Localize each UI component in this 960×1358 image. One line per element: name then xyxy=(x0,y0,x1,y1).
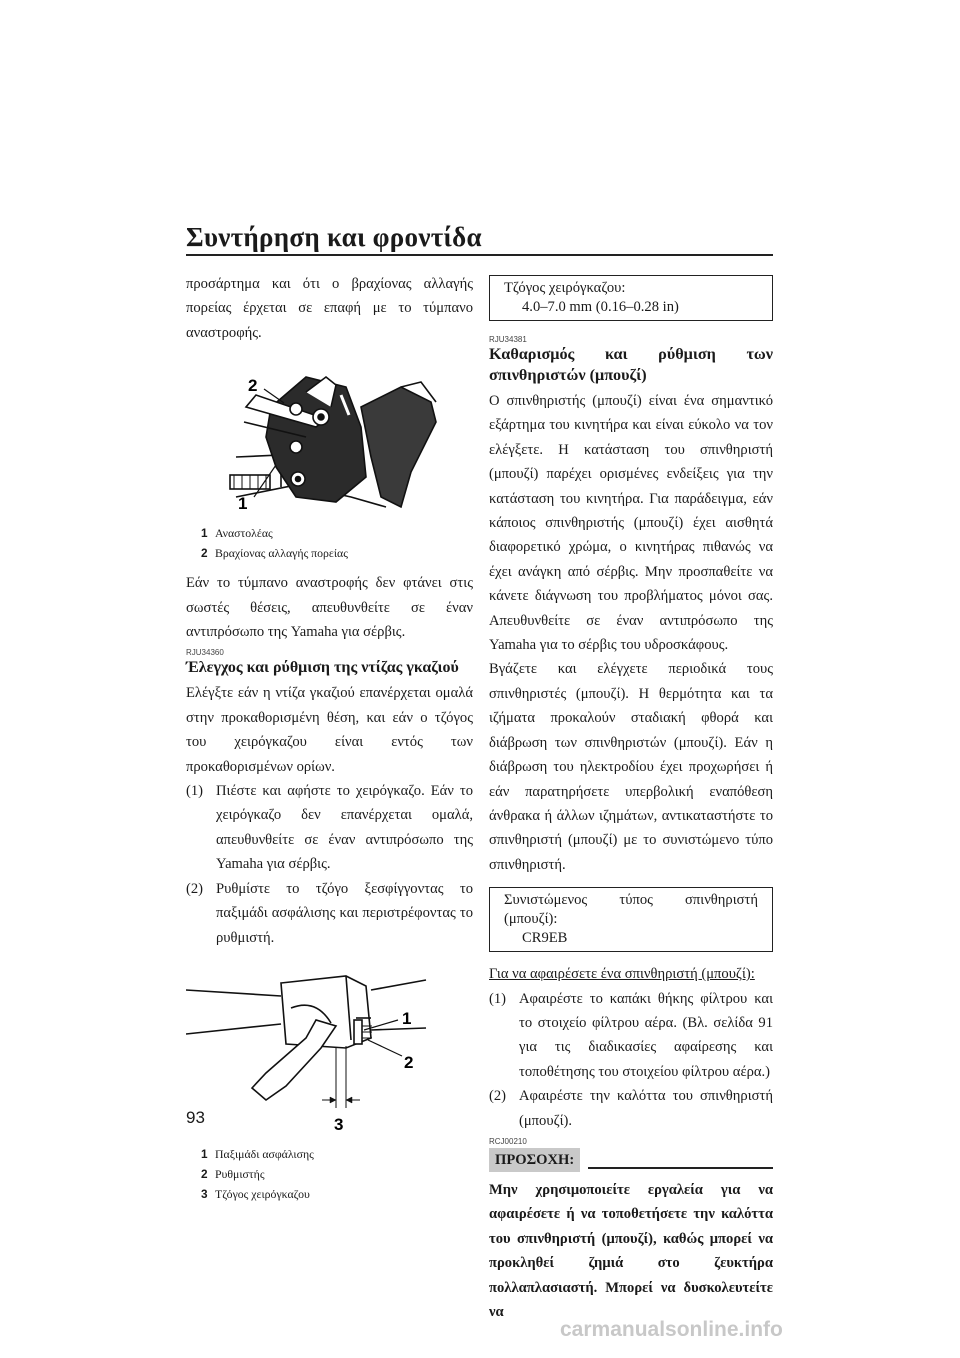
legend-item: 1 Αναστολέας xyxy=(201,526,273,541)
spec-box-throttle-play: Τζόγος χειρόγκαζου: 4.0–7.0 mm (0.16–0.28 in) xyxy=(489,275,773,321)
figure-throttle-lever xyxy=(186,968,473,1138)
legend-item: 2 Βραχίονας αλλαγής πορείας xyxy=(201,546,348,561)
step-1: (1) Αφαιρέστε το καπάκι θήκης φίλτρου και το στοιχείο φίλτρου αέρα. (Βλ. σελίδα 91 για τις διαδικασίες αφαίρεσης και τοποθέτησης του στοιχείου φίλτρου αέρα.) xyxy=(489,990,773,1080)
left-column xyxy=(186,272,473,1204)
section-code: RJU34360 xyxy=(186,648,224,658)
callout-2: 2 xyxy=(248,376,258,396)
legend-item: 1 Παξιμάδι ασφάλισης xyxy=(201,1146,314,1161)
paragraph-throttle: Ελέγξτε εάν η ντίζα γκαζιού επανέρχεται ομαλά στην προκαθορισμένη θέση, και εάν ο τζόγος του χειρόγκαζου είναι εντός των προκαθορισμένων ορίων. xyxy=(186,685,473,775)
page-number: 93 xyxy=(186,1108,205,1127)
caution-code: RCJ00210 xyxy=(489,1136,527,1146)
figure1-legend xyxy=(186,523,473,563)
legend-item: 2 Ρυθμιστής xyxy=(201,1166,265,1181)
step-2: (2) Αφαιρέστε την καλόττα του σπινθηριστή (μπουζί). xyxy=(489,1088,773,1129)
paragraph-reverse-bucket: Εάν το τύμπανο αναστροφής δεν φτάνει στις σωστές θέσεις, απευθυνθείτε σε έναν αντιπρόσωπο της Yamaha για σέρβις. xyxy=(186,575,473,641)
figure2-legend xyxy=(186,1144,473,1204)
callout-3: 3 xyxy=(334,1114,344,1134)
callout-1: 1 xyxy=(238,494,248,514)
paragraph-spark-plug-intro: Ο σπινθηριστής (μπουζί) είναι ένα σημαντικό εξάρτημα του κινητήρα και είναι εύκολο να τον ελέγξετε. Η κατάσταση του σπινθηριστή (μπουζί) παρέχει ορισμένες ενδείξεις για την κατάσταση του κινητήρα. Για παράδειγμα, εάν κάποιος σπινθηριστής (μπουζί) έχει αισθητά διαφορετικό χρώμα, ο κινητήρας πιθανώς να έχει ανάγκη από σέρβις. Μην προσπαθείτε να κάνετε διάγνωση του προβλήματος μόνοι σας. Απευθυνθείτε σε έναν αντιπρόσωπο της Yamaha για το σέρβις του υδροσκάφους. xyxy=(489,393,773,654)
intro-paragraph: προσάρτημα και ότι ο βραχίονας αλλαγής πορείας έρχεται σε επαφή με το τύμπανο αναστροφής. xyxy=(186,276,473,341)
figure-reverse-bucket xyxy=(186,347,473,517)
paragraph-spark-plug-check: Βγάζετε και ελέγχετε περιοδικά τους σπινθηριστές (μπουζί). Η θερμότητα και τα ιζήματα προκαλούν σταδιακή φθορά και διάβρωση των σπινθηριστών (μπουζί). Εάν η διάβρωση του ηλεκτροδίου έχει προχωρήσει ή εάν παρατηρήσετε υπερβολική εναπόθεση άνθρακα ή άλλων ιζημάτων, αντικαταστήστε το σπινθηριστή (μπουζί) με το συνιστώμενο τύπο σπινθηριστή. xyxy=(489,661,773,873)
caution-text: Μην χρησιμοποιείτε εργαλεία για να αφαιρέσετε ή να τοποθετήσετε την καλόττα του σπινθηριστή (μπουζί), καθώς μπορεί να προκληθεί ζημιά στο ζευκτήρα πολλαπλασιαστή. Μπορεί να δυσκολευτείτε να xyxy=(489,1181,773,1320)
step-2: (2) Ρυθμίστε το τζόγο ξεσφίγγοντας το παξιμάδι ασφάλισης και περιστρέφοντας το ρυθμιστή. xyxy=(186,880,473,946)
section-heading-throttle: Έλεγχος και ρύθμιση της ντίζας γκαζιού xyxy=(186,659,459,677)
section-code: RJU34381 xyxy=(489,335,527,344)
removal-heading: Για να αφαιρέσετε ένα σπινθηριστή (μπουζί): xyxy=(489,966,755,983)
caution-rule xyxy=(588,1167,773,1169)
legend-item: 3 Τζόγος χειρόγκαζου xyxy=(201,1186,310,1201)
callout-1: 1 xyxy=(402,1008,412,1028)
step-1: (1) Πιέστε και αφήστε το χειρόγκαζο. Εάν το χειρόγκαζο δεν επανέρχεται ομαλά, απευθυνθείτε σε έναν αντιπρόσωπο της Yamaha για σέρβις. xyxy=(186,783,473,873)
section-heading-spark-plugs: Καθαρισμός και ρύθμιση των σπινθηριστών (μπουζί) xyxy=(489,345,773,384)
spec-box-spark-plug-type: Συνιστώμενος τύπος σπινθηριστή (μπουζί): CR9EB xyxy=(489,887,773,952)
page-title: Συντήρηση και φροντίδα xyxy=(186,222,482,252)
caution-label: ΠΡΟΣΟΧΗ: xyxy=(489,1148,580,1172)
callout-2: 2 xyxy=(404,1052,414,1072)
title-rule xyxy=(186,254,773,256)
caution-header xyxy=(489,1148,773,1172)
right-column xyxy=(489,275,773,1324)
watermark: carmanualsonline.info xyxy=(560,1318,783,1341)
